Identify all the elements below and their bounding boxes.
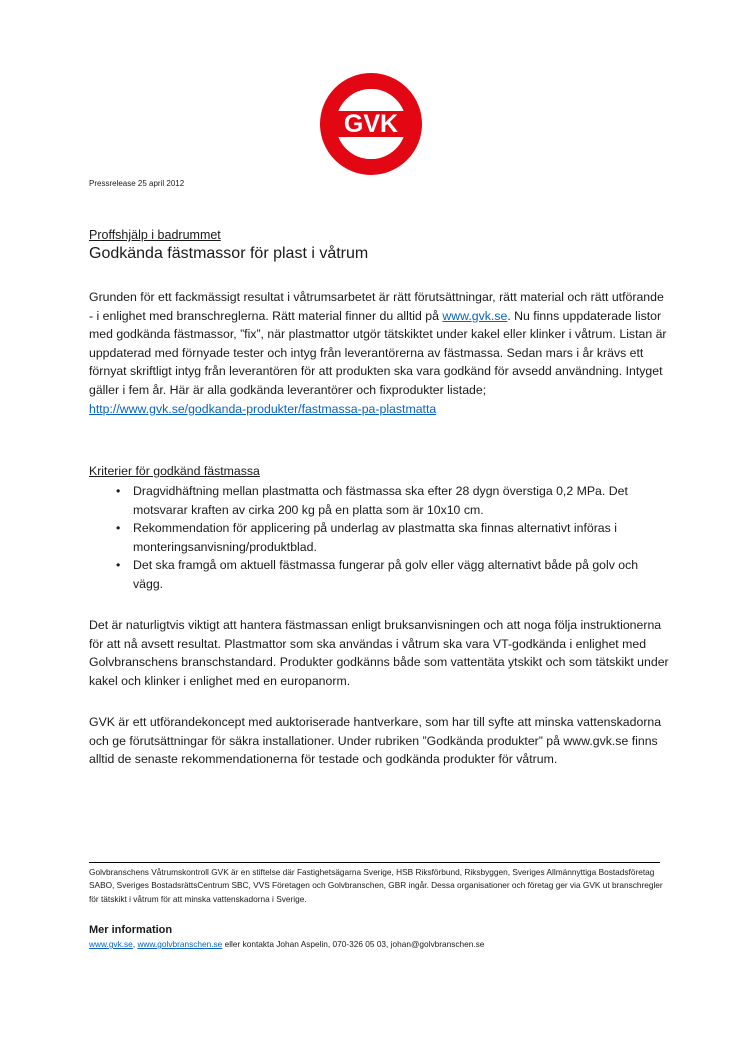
para3-text-a: GVK är ett utförandekoncept med auktoriserade hantverkare, som har till syfte att minska vattenskadorna och ge förutsättningar för säkra installationer. Under rubriken ”Godkända produkter” på	[89, 715, 662, 748]
criteria-title: Kriterier för godkänd fästmassa	[89, 464, 260, 478]
link-separator: ,	[132, 939, 138, 949]
gvk-link[interactable]: www.gvk.se	[89, 939, 133, 949]
contact-text: eller kontakta Johan Aspelin, 070-326 05 03, johan@golvbranschen.se	[222, 939, 485, 949]
intro-text-b: . Nu finns uppdaterade listor med godkända fästmassor, ”fix”, när plastmattor utgör tätskiktet under kakel eller klinker i våtrum. Listan är uppdaterad med förnyade tester och intyg från leverantörerna av fästmassa. Sedan mars i år krävs ett förnyat skriftligt intyg från leverantören för att produkten ska vara godkänd för avsedd användning. Intyget gäller i fem år. Här är alla godkända leverantörer och fixprodukter listade;	[89, 308, 667, 397]
release-date: Pressrelease 25 april 2012	[89, 179, 185, 188]
headline: Godkända fästmassor för plast i våtrum	[89, 245, 369, 262]
gvk-logo	[320, 73, 422, 175]
list-item: • Dragvidhäftning mellan plastmatta och fästmassa ska efter 28 dygn överstiga 0,2 MPa. Det motsvarar kraften av cirka 200 kg på en platta som är 10x10 cm.	[89, 482, 669, 519]
gvk-link[interactable]: www.gvk.se	[442, 308, 508, 323]
logo-text: GVK	[343, 110, 399, 138]
list-item: • Rekommendation för applicering på underlag av plastmatta ska finnas alternativt införas i monteringsanvisning/produktblad.	[89, 519, 669, 556]
footer-text: Golvbranschens Våtrumskontroll GVK är en stiftelse där Fastighetsägarna Sverige, HSB Riksförbund, Riksbyggen, Sveriges Allmännyttiga Bostadsföretag SABO, Sveriges BostadsrättsCentrum SBC, VVS Företagen och Golvbranschen, GBR ingår. Dessa organisationer och företag ger via GVK ut branschregler för tätskikt i våtrum för att minska vattenskadorna i Sverige.	[89, 867, 663, 904]
intro-text-a: Grunden för ett fackmässigt resultat i våtrumsarbetet är rätt förutsättningar, rätt material och rätt utförande - i enlighet med branschreglerna. Rätt material finner du alltid på	[89, 290, 664, 323]
list-url-link[interactable]: http://www.gvk.se/godkanda-produkter/fastmassa-pa-plastmatta	[89, 401, 437, 416]
more-info-title: Mer information	[89, 924, 173, 936]
gvk-paragraph	[89, 713, 669, 769]
intro-paragraph	[89, 288, 669, 418]
para3-text-b: finns alltid de senaste rekommendationerna för testade och godkända produkter för våtrum.	[89, 733, 658, 767]
footer-divider	[89, 862, 660, 863]
criteria-list	[89, 482, 669, 594]
handling-paragraph: Det är naturligtvis viktigt att hantera fästmassan enligt bruksanvisningen och att noga följa instruktionerna för att nå avsett resultat. Plastmattor som ska användas i våtrum ska vara VT-godkända i enlighet med Golvbranschens branschstandard. Produkter godkänns både som vattentäta ytskikt och som tätskikt under kakel och klinker i enlighet med en europanorm.	[89, 618, 669, 688]
kicker: Proffshjälp i badrummet	[89, 228, 221, 242]
golvbranschen-link[interactable]: www.golvbranschen.se	[137, 939, 223, 949]
gvk-link[interactable]: www.gvk.se	[563, 733, 629, 748]
list-item: • Det ska framgå om aktuell fästmassa fungerar på golv eller vägg alternativt både på golv och vägg.	[89, 556, 669, 593]
contact-line	[89, 939, 484, 949]
